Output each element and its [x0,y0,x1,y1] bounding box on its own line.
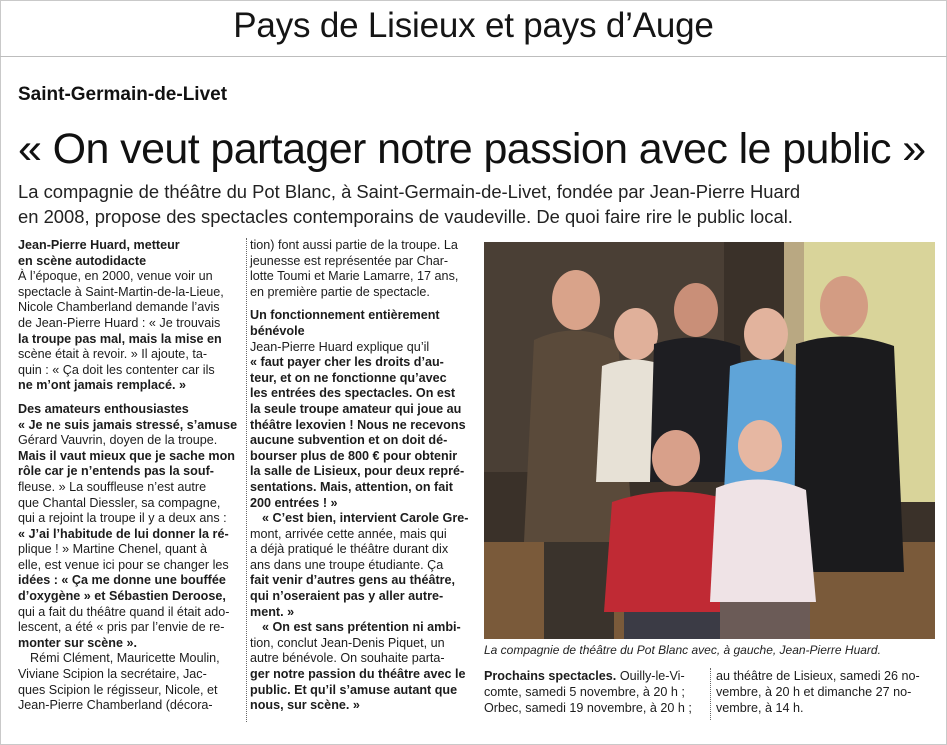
article-locality: Saint-Germain-de-Livet [18,84,228,105]
text-line: Gérard Vauvrin, doyen de la troupe. [18,433,218,448]
text-line: « J’ai l’habitude de lui donner la ré- [18,526,229,541]
text-column-2 [250,238,476,714]
text-line: a déjà pratiqué le théâtre durant dix [250,542,449,557]
text-line: Orbec, samedi 19 novembre, à 20 h ; [484,701,692,715]
text-line: Ouilly-le-Vi- [619,669,685,683]
group-photo-illustration [484,242,935,639]
text-line: tion) font aussi partie de la troupe. La [250,238,458,252]
text-line: nous, sur scène. » [250,698,360,713]
text-line: qui a fait du théâtre quand il était ado- [18,604,230,619]
text-line: que Chantal Diessler, sa compagne, [18,495,221,510]
subheading: Jean-Pierre Huard, metteur [18,238,180,252]
text-line: jeunesse est représentée par Char- [250,253,449,268]
text-line: de Jean-Pierre Huard : « Je trouvais [18,315,221,330]
text-line: « Je ne suis jamais stressé, s’amuse [18,417,238,432]
text-line: teur, et on ne fonctionne qu’avec [250,370,447,385]
subheading: bénévole [250,323,305,338]
text-line: fait venir d’autres gens au théâtre, [250,573,456,588]
lead-line: en 2008, propose des spectacles contemporains de vaudeville. De quoi faire rire le public local. [18,206,793,227]
upcoming-shows-col2 [716,668,936,716]
text-line: au théâtre de Lisieux, samedi 26 no- [716,669,920,683]
text-line: autre bénévole. On souhaite parta- [250,651,445,666]
text-line: les entrées des spectacles. On est [250,386,456,401]
text-line: tion, conclut Jean-Denis Piquet, un [250,635,445,650]
text-line: fleuse. » La souffleuse n’est autre [18,479,207,494]
text-line: la seule troupe amateur qui joue au [250,401,462,416]
article-lead [18,179,918,229]
text-line: d’oxygène » et Sébastien Deroose, [18,589,226,604]
text-line: monter sur scène ». [18,635,137,650]
lead-line: La compagnie de théâtre du Pot Blanc, à Saint-Germain-de-Livet, fondée par Jean-Pierre Huard [18,181,801,202]
text-line: « faut payer cher les droits d’au- [250,355,444,370]
text-line: scène était à revoir. » Il ajoute, ta- [18,347,208,362]
text-line: « C’est bien, intervient Carole Gre- [262,511,469,526]
text-line: rôle car je n’entends pas la souf- [18,464,214,479]
text-line: ment. » [250,604,295,619]
text-line: « On est sans prétention ni ambi- [262,620,461,635]
text-line: vembre, à 20 h et dimanche 27 no- [716,685,912,699]
text-line: mont, arrivée cette année, mais qui [250,526,447,541]
subheading: en scène autodidacte [18,253,147,268]
text-line: qui n’oseraient pas y aller autre- [250,589,444,604]
text-line: ques Scipion le régisseur, Nicole, et [18,682,218,697]
text-line: Viviane Scipion la secrétaire, Jac- [18,667,207,682]
article-headline: « On veut partager notre passion avec le public » [18,125,926,173]
text-line: lescent, a été « pris par l’envie de re- [18,620,225,635]
text-line: la salle de Lisieux, pour deux repré- [250,464,465,479]
text-line: théâtre lexovien ! Nous ne recevons [250,417,466,432]
shows-label: Prochains spectacles. [484,669,617,683]
upcoming-shows-col1 [484,668,702,716]
section-header [0,0,947,57]
column-divider [246,238,247,722]
text-line: vembre, à 14 h. [716,701,804,715]
text-line: ger notre passion du théâtre avec le [250,667,466,682]
text-line: 200 entrées ! » [250,495,338,510]
text-line: qui a rejoint la troupe il y a deux ans : [18,511,227,526]
section-title: Pays de Lisieux et pays d’Auge [233,6,714,45]
subheading: Un fonctionnement entièrement [250,308,440,323]
text-line: lotte Toumi et Marie Lamarre, 17 ans, [250,269,459,284]
subheading: Des amateurs enthousiastes [18,401,189,416]
column-divider [710,668,711,720]
text-line: Jean-Pierre Chamberland (décora- [18,698,213,713]
text-line: À l’époque, en 2000, venue voir un [18,269,213,284]
text-line: sentations. Mais, attention, on fait [250,479,453,494]
text-line: Mais il vaut mieux que je sache mon [18,448,235,463]
text-line: elle, est venue ici pour se changer les [18,557,229,572]
text-line: ne m’ont jamais remplacé. » [18,378,186,393]
text-line: quin : « Ça doit les contenter car ils [18,362,215,377]
text-line: plique ! » Martine Chenel, quant à [18,542,208,557]
text-line: la troupe pas mal, mais la mise en [18,331,222,346]
text-line: bourser plus de 800 € pour obtenir [250,448,458,463]
text-line: Rémi Clément, Mauricette Moulin, [30,651,220,666]
text-line: aucune subvention et on doit dé- [250,433,448,448]
text-line: en première partie de spectacle. [250,284,430,299]
photo-caption: La compagnie de théâtre du Pot Blanc avec, à gauche, Jean-Pierre Huard. [484,643,881,657]
text-line: idées : « Ça me donne une bouffée [18,573,226,588]
text-line: spectacle à Saint-Martin-de-la-Lieue, [18,284,224,299]
group-photo [484,242,935,639]
text-line: Jean-Pierre Huard explique qu’il [250,339,430,354]
text-column-1 [18,238,242,714]
text-line: public. Et qu’il s’amuse autant que [250,682,458,697]
text-line: ans dans une troupe étudiante. Ça [250,557,444,572]
text-line: comte, samedi 5 novembre, à 20 h ; [484,685,685,699]
text-line: Nicole Chamberland demande l’avis [18,300,220,315]
